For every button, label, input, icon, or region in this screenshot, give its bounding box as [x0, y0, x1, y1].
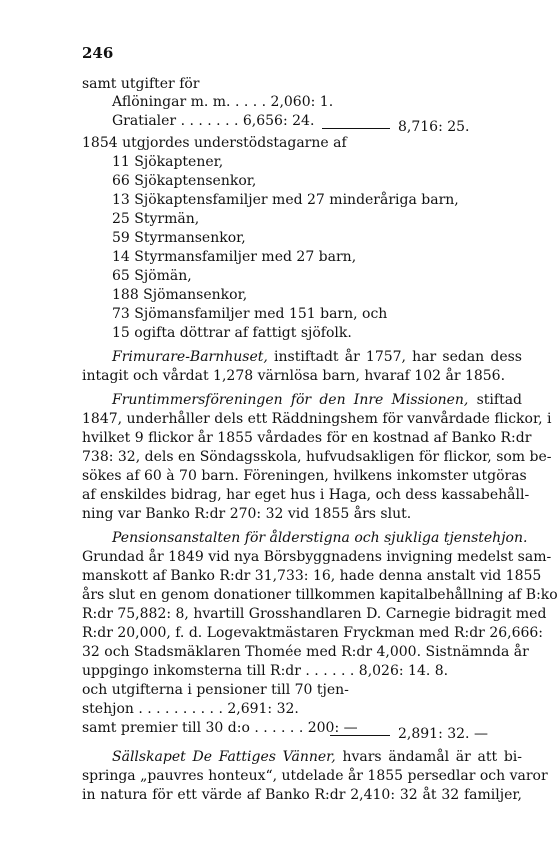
page-number: 246 [82, 44, 114, 62]
paragraph-line: springa „pauvres honteux“, utdelade år 1855 persedlar och varor [82, 768, 548, 784]
paragraph-line: års slut en genom donationer tillkommen kapitalbehållning af B:ko [82, 587, 558, 603]
list-item: 14 Styrmansfamiljer med 27 barn, [112, 249, 357, 265]
paragraph-line: in natura för ett värde af Banko R:dr 2,410: 32 åt 32 familjer, [82, 787, 522, 803]
sum-rule [330, 735, 390, 736]
paragraph-line: sökes af 60 à 70 barn. Föreningen, hvilkens inkomster utgöras [82, 468, 527, 484]
list-item: 188 Sjömansenkor, [112, 287, 248, 303]
paragraph-text: stiftad [476, 392, 523, 408]
section-title: Fruntimmersföreningen för den Inre Missionen, [112, 392, 469, 408]
paragraph-line: af enskildes bidrag, har eget hus i Haga, och dess kassabehåll- [82, 487, 530, 503]
text-line: 1854 utgjordes understödstagarne af [82, 135, 347, 151]
text-line: Aflöningar m. m. . . . . 2,060: 1. [112, 94, 334, 110]
list-item: 15 ogifta döttrar af fattigt sjöfolk. [112, 325, 352, 341]
paragraph-line: samt premier till 30 d:o . . . . . . 200: — [82, 720, 358, 736]
sum-rule [322, 128, 390, 129]
paragraph-text: hvars ändamål är att bi- [342, 749, 522, 765]
paragraph-line [82, 748, 522, 766]
text-line: Gratialer . . . . . . . 6,656: 24. [112, 113, 315, 129]
list-item: 13 Sjökaptensfamiljer med 27 minderåriga barn, [112, 192, 459, 208]
paragraph-line: R:dr 20,000, f. d. Logevaktmästaren Fryckman med R:dr 26,666: [82, 625, 544, 641]
paragraph-line [82, 348, 522, 366]
list-item: 65 Sjömän, [112, 268, 192, 284]
paragraph-line: uppgingo inkomsterna till R:dr . . . . . . 8,026: 14. 8. [82, 663, 449, 679]
paragraph-line: ning var Banko R:dr 270: 32 vid 1855 års slut. [82, 506, 412, 522]
sum-total: 2,891: 32. — [398, 726, 488, 742]
section-title: Frimurare-Barnhuset, [112, 349, 268, 365]
paragraph-line: Grundad år 1849 vid nya Börsbyggnadens invigning medelst sam- [82, 549, 552, 565]
sum-total: 8,716: 25. [398, 119, 470, 135]
paragraph-line: 32 och Stadsmäklaren Thomée med R:dr 4,000. Sistnämnda år [82, 644, 529, 660]
paragraph-text: instiftadt år 1757, har sedan dess [274, 349, 522, 365]
paragraph-line: intagit och vårdat 1,278 värnlösa barn, hvaraf 102 år 1856. [82, 368, 506, 384]
text-line: samt utgifter för [82, 76, 200, 92]
paragraph-line [82, 391, 522, 409]
list-item: 73 Sjömansfamiljer med 151 barn, och [112, 306, 388, 322]
section-title: Sällskapet De Fattiges Vänner, [112, 749, 336, 765]
paragraph-line: R:dr 75,882: 8, hvartill Grosshandlaren D. Carnegie bidragit med [82, 606, 547, 622]
list-item: 25 Styrmän, [112, 211, 200, 227]
paragraph-line: hvilket 9 flickor år 1855 vårdades för en kostnad af Banko R:dr [82, 430, 532, 446]
paragraph-line: manskott af Banko R:dr 31,733: 16, hade denna anstalt vid 1855 [82, 568, 542, 584]
list-item: 11 Sjökaptener, [112, 154, 224, 170]
paragraph-line: 738: 32, dels en Söndagsskola, hufvudsakligen för flickor, som be- [82, 449, 552, 465]
list-item: 59 Styrmansenkor, [112, 230, 246, 246]
list-item: 66 Sjökaptensenkor, [112, 173, 257, 189]
paragraph-line: och utgifterna i pensioner till 70 tjen- [82, 682, 349, 698]
paragraph-line: stehjon . . . . . . . . . . 2,691: 32. [82, 701, 299, 717]
section-title: Pensionsanstalten för ålderstigna och sjukliga tjenstehjon. [112, 530, 528, 546]
paragraph-line: 1847, underhåller dels ett Räddningshem för vanvårdade flickor, i [82, 411, 552, 427]
